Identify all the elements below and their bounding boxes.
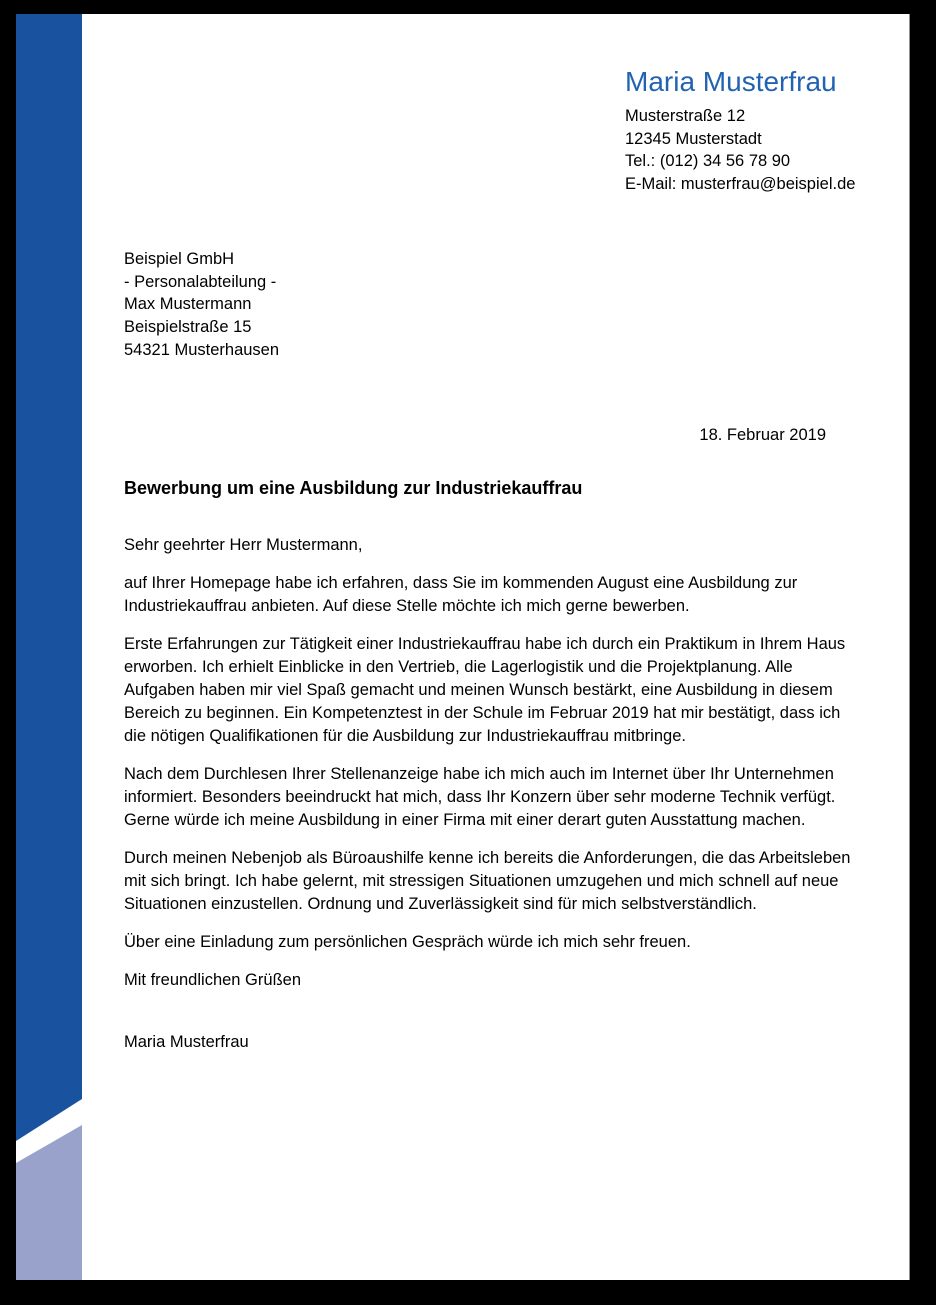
letter-body: [124, 534, 853, 1069]
paragraph-2: Erste Erfahrungen zur Tätigkeit einer Industriekauffrau habe ich durch ein Praktikum in Ihrem Haus erworben. Ich erhielt Einblicke in den Vertrieb, die Lagerlogistik und die Projektplanung. Alle Aufgaben haben mir viel Spaß gemacht und meinen Wunsch bestärkt, eine Ausbildung in diesem Bereich zu beginnen. Ein Kompetenztest in der Schule im Februar 2019 hat mir bestätigt, dass ich die nötigen Qualifikationen für die Ausbildung zur Industriekauffrau mitbringe.: [124, 635, 846, 745]
recipient-city: 54321 Musterhausen: [124, 340, 280, 359]
sender-phone: Tel.: (012) 34 56 78 90: [625, 152, 791, 171]
recipient-contact: Max Mustermann: [124, 295, 252, 314]
salutation: Sehr geehrter Herr Mustermann,: [124, 536, 363, 554]
sender-street: Musterstraße 12: [625, 107, 746, 125]
paragraph-3: Nach dem Durchlesen Ihrer Stellenanzeige habe ich mich auch im Internet über Ihr Unternehmen informiert. Besonders beeindruckt hat mich, dass Ihr Konzern über sehr moderne Technik verfügt. Gerne würde ich meine Ausbildung in einer Firma mit einer derart guten Ausstattung machen.: [124, 765, 836, 829]
document-page: [16, 14, 910, 1280]
letter-date: 18. Februar 2019: [699, 426, 826, 444]
recipient-street: Beispielstraße 15: [124, 318, 252, 337]
sidebar-accent-dark: [16, 14, 82, 1141]
recipient-block: [124, 248, 279, 362]
paragraph-4: Durch meinen Nebenjob als Büroaushilfe kenne ich bereits die Anforderungen, die das Arbeitsleben mit sich bringt. Ich habe gelernt, mit stressigen Situationen umzugehen und mich schnell auf neue Situationen einzustellen. Ordnung und Zuverlässigkeit sind für mich selbstverständlich.: [124, 849, 851, 913]
paragraph-1: auf Ihrer Homepage habe ich erfahren, dass Sie im kommenden August eine Ausbildung zur Industriekauffrau anbieten. Auf diese Stelle möchte ich mich gerne bewerben.: [124, 574, 798, 615]
sidebar-accent-light: [16, 1125, 82, 1280]
sender-block: [625, 66, 855, 196]
recipient-department: - Personalabteilung -: [124, 272, 277, 291]
signature-name: Maria Musterfrau: [124, 1033, 249, 1051]
sender-email: E-Mail: musterfrau@beispiel.de: [625, 175, 856, 194]
recipient-company: Beispiel GmbH: [124, 250, 235, 268]
sender-city: 12345 Musterstadt: [625, 129, 762, 148]
subject-line: Bewerbung um eine Ausbildung zur Industriekauffrau: [124, 478, 583, 498]
sender-name: Maria Musterfrau: [625, 66, 837, 97]
closing-sentence: Über eine Einladung zum persönlichen Gespräch würde ich mich sehr freuen.: [124, 933, 691, 951]
regards-line: Mit freundlichen Grüßen: [124, 971, 301, 989]
